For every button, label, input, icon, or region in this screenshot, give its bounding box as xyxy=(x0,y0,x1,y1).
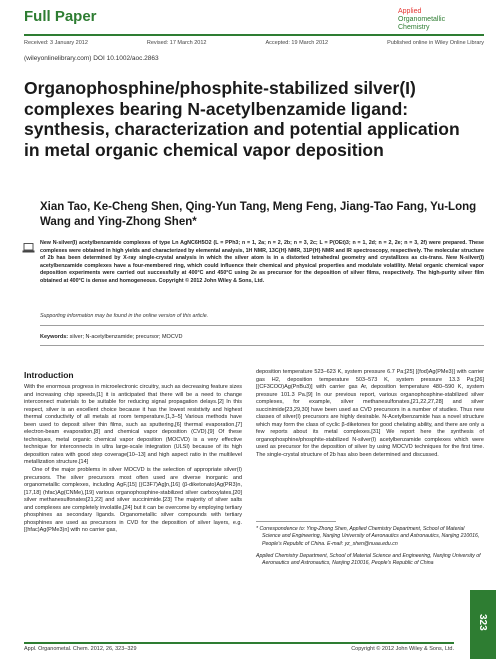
footnote-correspondence: * Correspondence to: Ying-Zhong Shen, Applied Chemistry Department, School of Material Science and Engineering, Nanjing University of Aeronautics and Astronautics, Nanjing 210016, People's Republic of China. E-mail: yz_shen@nuaa.edu.cn xyxy=(256,526,480,547)
paper-title: Organophosphine/phosphite-stabilized silver(I) complexes bearing N-acetylbenzamide ligand: synthesis, characterization and potential application in metal organic chemical vapor deposition xyxy=(24,78,460,160)
journal-logo-line-3: Chemistry xyxy=(398,24,430,31)
page-number: 323 xyxy=(477,614,488,631)
abstract: New N-silver(I) acetylbenzamide complexes of type Ln AgNC6H5O2 (L = PPh3; n = 1, 2a; n = 2, 2b; n = 3, 2c; L = P(OEt)3; n = 1, 2d; n = 2, 2e; n = 3, 2f) were prepared. These complexes were obtained in high yields and characterized by elemental analysis, 1H NMR, 13C{H} NMR, 31P{H} NMR and IR spectroscopy, respectively. The molecular structure of 2b has been determined by X-ray single-crystal analysis in which the silver atom is in a distorted tetrahedral geometry and crystallizes as cis-trans. New N-silver(I) acetylbenzamide complexes have a four-membered ring, which could influence their chemical and physical properties and modulate volatility. Metal organic chemical vapor deposition experiments were carried out successfully at 400°C and 450°C using 2e as precursor for the deposition of silver films, respectively. The high-purity silver film obtained at 400°C is dense and homogeneous. Copyright © 2012 John Wiley & Sons, Ltd. xyxy=(40,240,484,284)
dates-row xyxy=(24,40,484,46)
intro-paragraph-1: With the enormous progress in microelectronic circuitry, such as decreasing feature sizes and increasing chip speeds,[1] it is anticipated that there will be a need to change interconnect materials to be suitable for reducing signal propagation delays.[2] In this respect, silver is an excellent choice because it has the lowest resistivity and highest thermal conductivity of all metals at room temperature.[1,3–5] Various methods have been used to deposit silver thin films, such as sputtering,[6] thermal evaporation,[7] electron-beam evaporation,[8] and chemical vapor deposition (CVD).[9] Of these techniques, metal organic chemical vapor deposition (MOCVD) is a very effective technique for interconnects in ultra large-scale integration (ULSI) because of its high deposition rates with good step coverage[10–13] and high aspect ratio in the multilevel metallization structure.[14] xyxy=(24,384,242,466)
author-list: Xian Tao, Ke-Cheng Shen, Qing-Yun Tang, Meng Feng, Jiang-Tao Fang, Yu-Long Wang and Ying-Zhong Shen* xyxy=(40,201,477,228)
keywords xyxy=(40,334,480,340)
page-number-tab xyxy=(470,590,496,659)
footer-copyright: Copyright © 2012 John Wiley & Sons, Ltd. xyxy=(351,646,454,652)
doi[interactable]: (wileyonlinelibrary.com) DOI 10.1002/aoc.2863 xyxy=(24,55,159,62)
footnote-rule xyxy=(256,521,336,522)
divider-bottom xyxy=(40,345,484,346)
intro-paragraph-3: deposition temperature 523–623 K, system pressure 6.7 Pa;[25] [(fod)Ag(PMe3)] with carrier gas H2, deposition temperature 503–573 K, system pressure 13.3 Pa;[26] [(CF3COO)Ag(PnBu3)] with carrier gas Ar, deposition temperature 480–590 K, system pressure 101.3 Pa.[9] In our previous report, various organophosphine-stabilized silver complexes, for example, silver methanesulfonates,[21,22,27,28] and silver succinimide[23,29,30] have been used as CVD precursors in a number of studies. Thus new classes of silver(I) precursors are highly desirable. N-Acetylbenzamide has a novel structure which may form the class of cyclic β-diketones for good chelating ability, and there are only a few reports about its metal complexes.[31] We report here the synthesis of organophosphine/phosphite-stabilized N-silver(I) acetylbenzamide complexes which were used as precursor for the deposition of silver by using MOCVD techniques for the first time. The single-crystal structure of 2b has also been determined and discussed. xyxy=(256,369,484,459)
keywords-label: Keywords: xyxy=(40,334,69,340)
published-note: Published online in Wiley Online Library xyxy=(387,40,484,46)
keywords-values: silver; N-acetylbenzamide; precursor; MOCVD xyxy=(69,334,183,340)
footnote-affiliation: Applied Chemistry Department, School of Material Science and Engineering, Nanjing University of Aeronautics and Astronautics, Nanjing 210016, People's Republic of China xyxy=(256,552,481,567)
journal-logo-line-1: Applied xyxy=(398,8,422,15)
footnotes xyxy=(256,526,484,572)
laptop-icon xyxy=(22,243,35,253)
intro-paragraph-2: One of the major problems in silver MOCVD is the selection of appropriate silver(I) precursors. The silver precursors most often used are diverse inorganic and organometallic complexes, including AgF,[15] [(C3F7)Ag]n,[16] (β-diketonato)Ag(PR3)n,[17,18] (hfac)Ag(CNMe),[19] various organophosphine-stabilized silver carboxylates,[20] silver methanesulfonates[21,22] and silver succinimide.[23] The majority of silver salts and complexes are completely involatile,[24] but it can be overcome by employing tertiary phosphines as secondary ligands. Organometallic silver compounds with tertiary phosphines are used as precursors in CVD for the deposition of silver layers, e.g. [(hfac)Ag(PMe3)n] with no carrier gas, xyxy=(24,467,242,534)
header-rule xyxy=(24,34,484,36)
footer-rule xyxy=(24,642,454,644)
journal-logo xyxy=(398,8,484,32)
intro-right-column xyxy=(256,369,484,460)
article-type: Full Paper xyxy=(24,8,97,25)
revised-date: Revised: 17 March 2012 xyxy=(146,40,207,46)
intro-left-column xyxy=(24,384,242,535)
section-title-introduction: Introduction xyxy=(24,370,74,380)
journal-logo-line-2: Organometallic xyxy=(398,16,446,23)
received-date: Received: 3 January 2012 xyxy=(24,40,88,46)
footer-citation: Appl. Organometal. Chem. 2012, 26, 323–329 xyxy=(24,646,137,652)
divider-top xyxy=(40,325,484,326)
supporting-info: Supporting information may be found in the online version of this article. xyxy=(40,313,209,319)
accepted-date: Accepted: 19 March 2012 xyxy=(265,40,329,46)
